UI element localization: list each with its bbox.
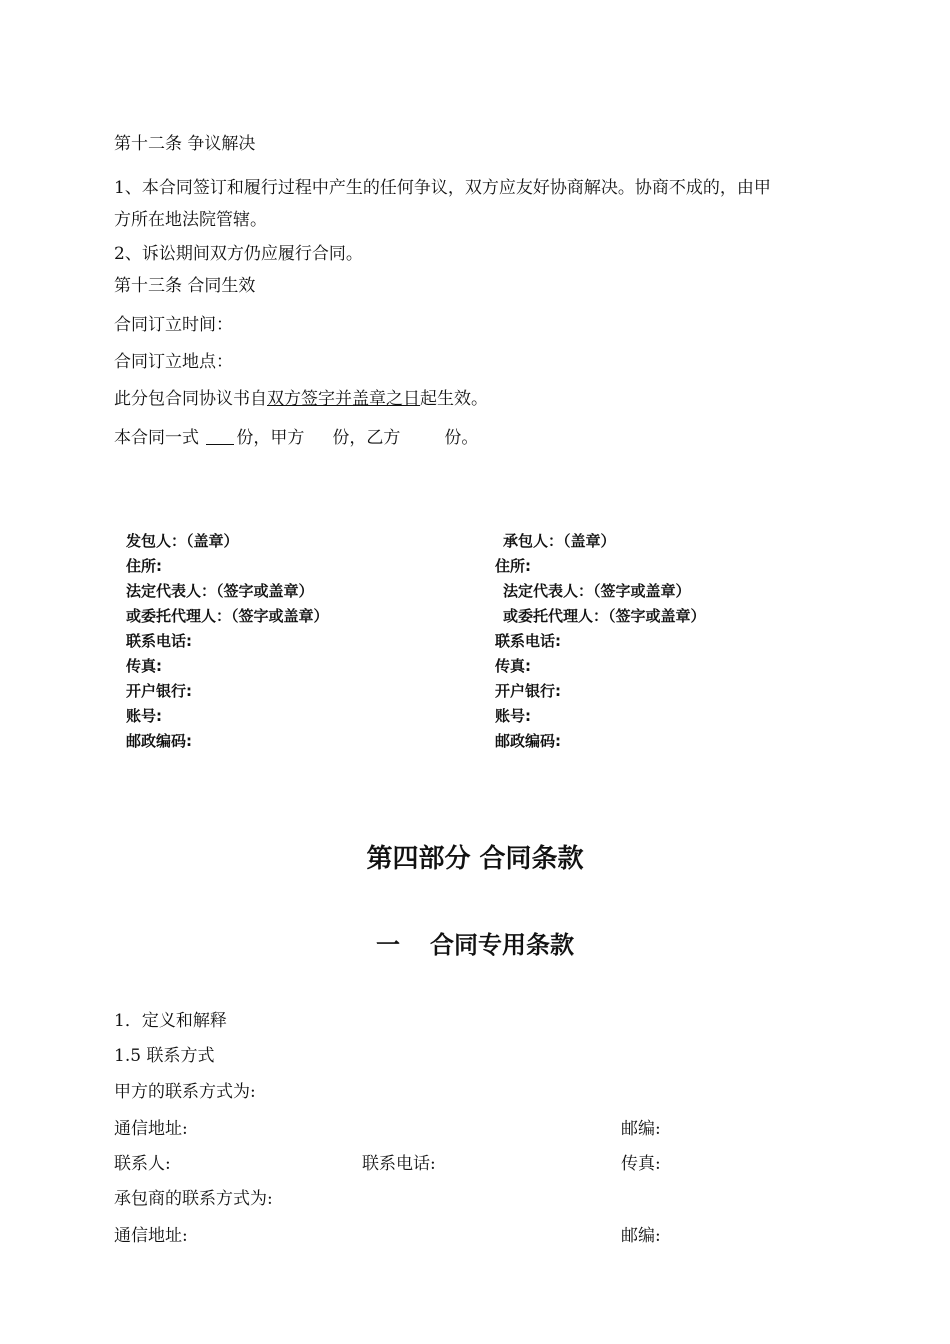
sig-left-legal-rep: 法定代表人：（签字或盖章） xyxy=(126,582,314,600)
special-terms-title: 合同专用条款 xyxy=(430,931,574,959)
copies-clause xyxy=(114,426,478,450)
sig-left-fax: 传真: xyxy=(126,657,162,675)
contact-fax-label: 传真: xyxy=(621,1154,661,1174)
effect-clause xyxy=(114,387,488,411)
contractor-address-label: 通信地址: xyxy=(114,1226,188,1246)
sig-left-phone: 联系电话: xyxy=(126,632,192,650)
effect-underlined: 双方签字并盖章之日 xyxy=(267,389,420,409)
sig-left-employer: 发包人：（盖章） xyxy=(126,532,239,550)
sig-right-legal-rep: 法定代表人：（签字或盖章） xyxy=(503,582,691,600)
article-12-para-1a: 1、本合同签订和履行过程中产生的任何争议，双方应友好协商解决。协商不成的，由甲 xyxy=(114,178,771,198)
copies-end: 份。 xyxy=(444,428,479,448)
article-12-para-1b: 方所在地法院管辖。 xyxy=(114,210,267,230)
copies-mid1: 份，甲方 xyxy=(236,428,305,448)
sig-left-bank: 开户银行: xyxy=(126,682,192,700)
special-terms-number: 一 xyxy=(376,931,400,959)
article-12-para-2: 2、诉讼期间双方仍应履行合同。 xyxy=(114,244,363,264)
clause-definitions: 1．定义和解释 xyxy=(114,1011,227,1031)
party-a-postcode-label: 邮编: xyxy=(621,1119,661,1139)
copies-mid2: 份，乙方 xyxy=(332,428,401,448)
contractor-contact-label: 承包商的联系方式为: xyxy=(114,1189,273,1209)
sig-right-fax: 传真: xyxy=(495,657,531,675)
sig-right-address: 住所: xyxy=(495,557,531,575)
sig-right-bank: 开户银行: xyxy=(495,682,561,700)
contractor-postcode-label: 邮编: xyxy=(621,1226,661,1246)
sig-left-account: 账号: xyxy=(126,707,162,725)
article-12-title: 第十二条 争议解决 xyxy=(114,134,256,154)
sig-right-phone: 联系电话: xyxy=(495,632,561,650)
special-terms-heading xyxy=(0,925,950,960)
sig-left-address: 住所: xyxy=(126,557,162,575)
article-13-title: 第十三条 合同生效 xyxy=(114,276,256,296)
copies-blank xyxy=(206,427,234,445)
sign-time-label: 合同订立时间： xyxy=(114,315,233,335)
sign-place-label: 合同订立地点： xyxy=(114,352,233,372)
sig-right-agent: 或委托代理人：（签字或盖章） xyxy=(503,607,706,625)
copies-pre: 本合同一式 xyxy=(114,428,199,448)
party-a-address-label: 通信地址: xyxy=(114,1119,188,1139)
party-a-contact-label: 甲方的联系方式为: xyxy=(114,1082,256,1102)
clause-contact: 1.5 联系方式 xyxy=(114,1046,215,1066)
effect-pre: 此分包合同协议书自 xyxy=(114,389,267,409)
sig-right-account: 账号: xyxy=(495,707,531,725)
sig-right-contractor: 承包人：（盖章） xyxy=(503,532,616,550)
sig-left-postcode: 邮政编码: xyxy=(126,732,192,750)
part-4-heading: 第四部分 合同条款 xyxy=(366,844,584,874)
sig-left-agent: 或委托代理人：（签字或盖章） xyxy=(126,607,329,625)
contact-person-label: 联系人: xyxy=(114,1154,171,1174)
contact-phone-label: 联系电话: xyxy=(362,1154,436,1174)
sig-right-postcode: 邮政编码: xyxy=(495,732,561,750)
effect-post: 起生效。 xyxy=(420,389,488,409)
